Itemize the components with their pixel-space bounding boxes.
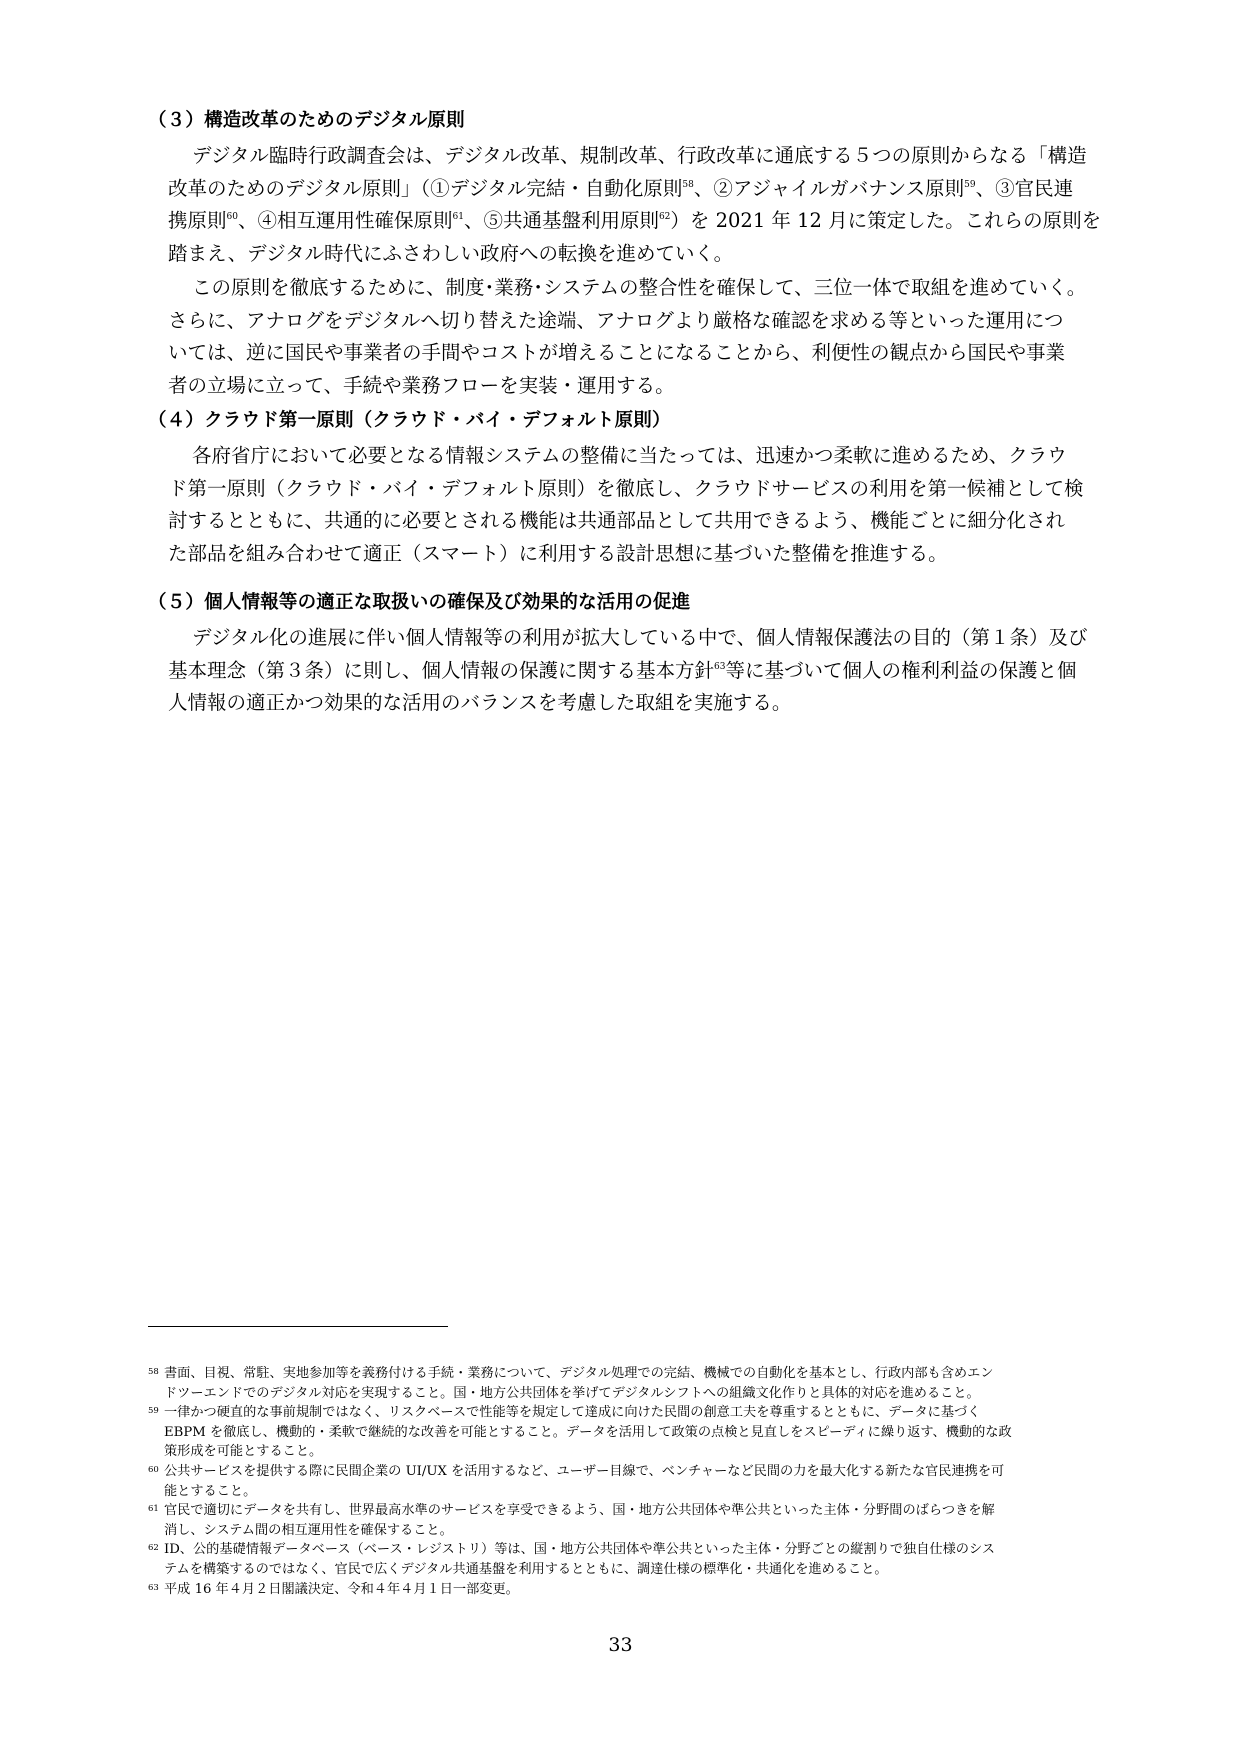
footnote-text: 能とすること。 xyxy=(164,1483,257,1499)
paragraph-text: 各府省庁において必要となる情報システムの整備に当たっては、迅速かつ柔軟に進めるため、クラウ xyxy=(192,444,1067,467)
footnote-number: 60 xyxy=(148,1464,159,1475)
paragraph-text: 等に基づいて個人の権利利益の保護と個 xyxy=(725,658,1077,682)
footnote-number: 63 xyxy=(148,1582,159,1593)
paragraph-text: 者の立場に立って、手続や業務フローを実装・運用する。 xyxy=(168,373,675,397)
section-heading: （３）構造改革のためのデジタル原則 xyxy=(148,110,465,131)
footnote-line xyxy=(148,1580,1128,1600)
footnote-separator xyxy=(148,1326,448,1327)
paragraph-text: デジタル臨時行政調査会は、デジタル改革、規制改革、行政改革に通底する５つの原則からなる「構造 xyxy=(192,144,1087,167)
footnote-line xyxy=(148,1364,1128,1384)
paragraph-text: この原則を徹底するために、制度･業務･システムの整合性を確保して、三位一体で取組を進めていく。 xyxy=(192,276,1087,299)
paragraph-line xyxy=(168,505,1118,538)
footnote-text: テムを構築するのではなく、官民で広くデジタル共通基盤を利用するとともに、調達仕様の標準化・共通化を進めること。 xyxy=(164,1561,888,1577)
footnote-reference[interactable]: 63 xyxy=(714,661,726,672)
paragraph-line xyxy=(168,205,1118,238)
paragraph-text: ド第一原則（クラウド・バイ・デフォルト原則）を徹底し、クラウドサービスの利用を第一候補として検 xyxy=(168,476,1084,500)
footnote-text: EBPM を徹底し、機動的・柔軟で継続的な改善を可能とすること。データを活用して政策の点検と見直しをスピーディに繰り返す、機動的な政 xyxy=(164,1424,1012,1440)
footnote-line xyxy=(148,1540,1128,1560)
footnote-reference[interactable]: 61 xyxy=(452,212,464,223)
paragraph-text: さらに、アナログをデジタルへ切り替えた途端、アナログより厳格な確認を求める等といった運用につ xyxy=(168,308,1064,332)
footnote-line xyxy=(148,1442,1128,1462)
footnote-line xyxy=(148,1423,1128,1443)
body-paragraph xyxy=(168,272,1118,402)
paragraph-line xyxy=(168,655,1118,688)
footnote-reference[interactable]: 62 xyxy=(658,212,671,223)
paragraph-text: 踏まえ、デジタル時代にふさわしい政府への転換を進めていく。 xyxy=(168,241,734,265)
paragraph-line xyxy=(168,140,1118,173)
footnote-number: 58 xyxy=(148,1367,159,1377)
paragraph-text: デジタル化の進展に伴い個人情報等の利用が拡大している中で、個人情報保護法の目的（第１条）及び xyxy=(192,626,1088,649)
footnotes xyxy=(148,1364,1128,1599)
page-number: 33 xyxy=(608,1634,633,1656)
footnote-text: ドツーエンドでのデジタル対応を実現すること。国・地方公共団体を挙げてデジタルシフトへの組織文化作りと具体的対応を進めること。 xyxy=(164,1385,980,1401)
paragraph-text: 、④相互運用性確保原則 xyxy=(237,209,453,233)
footnote-line xyxy=(148,1384,1128,1404)
paragraph-text: いては、逆に国民や事業者の手間やコストが増えることになることから、利便性の観点から国民や事業 xyxy=(168,341,1066,365)
footnote-line xyxy=(148,1501,1128,1521)
footnote-number: 61 xyxy=(148,1504,159,1515)
section-heading: （５）個人情報等の適正な取扱いの確保及び効果的な活用の促進 xyxy=(148,592,691,613)
paragraph-text: た部品を組み合わせて適正（スマート）に利用する設計思想に基づいた整備を推進する。 xyxy=(168,541,948,565)
footnote-text: 公共サービスを提供する際に民間企業の UI/UX を活用するなど、ユーザー目線で、ベンチャーなど民間の力を最大化する新たな官民連携を可 xyxy=(164,1463,1005,1479)
footnote-text: ID、公的基礎情報データベース（ベース・レジストリ）等は、国・地方公共団体や準公共といった主体・分野ごとの縦割りで独自仕様のシス xyxy=(164,1542,995,1558)
paragraph-text: 基本理念（第３条）に則し、個人情報の保護に関する基本方針 xyxy=(168,658,715,682)
paragraph-line xyxy=(168,622,1118,655)
footnote-line xyxy=(148,1403,1128,1423)
paragraph-text: 、②アジャイルガバナンス原則 xyxy=(693,176,965,200)
footnote-text: 官民で適切にデータを共有し、世界最高水準のサービスを享受できるよう、国・地方公共団体や準公共といった主体・分野間のばらつきを解 xyxy=(164,1503,995,1519)
section-heading: （４）クラウド第一原則（クラウド・バイ・デフォルト原則） xyxy=(148,410,671,431)
footnote-reference[interactable]: 59 xyxy=(964,179,976,190)
paragraph-line xyxy=(168,687,1118,720)
footnote-line xyxy=(148,1482,1128,1502)
body-paragraph xyxy=(168,140,1118,270)
footnote-text: 策形成を可能とすること。 xyxy=(164,1444,323,1460)
paragraph-text: 改革のためのデジタル原則」（①デジタル完結・自動化原則 xyxy=(168,176,683,200)
paragraph-text: 人情報の適正かつ効果的な活用のバランスを考慮した取組を実施する。 xyxy=(168,691,792,715)
footnote-line xyxy=(148,1560,1128,1580)
footnote-text: 一律かつ硬直的な事前規制ではなく、リスクベースで性能等を規定して達成に向けた民間の創意工夫を尊重するとともに、データに基づく xyxy=(164,1405,981,1421)
paragraph-line xyxy=(168,337,1118,370)
footnote-text: 書面、目視、常駐、実地参加等を義務付ける手続・業務について、デジタル処理での完結、機械での自動化を基本とし、行政内部も含めエン xyxy=(164,1366,994,1381)
paragraph-line xyxy=(168,238,1118,271)
paragraph-line xyxy=(168,173,1118,206)
footnote-line xyxy=(148,1521,1128,1541)
paragraph-line xyxy=(168,370,1118,403)
paragraph-line xyxy=(168,538,1118,571)
footnote-number: 62 xyxy=(148,1543,159,1554)
footnote-line xyxy=(148,1462,1128,1482)
paragraph-line xyxy=(168,272,1118,305)
footnote-number: 59 xyxy=(148,1406,159,1417)
footnote-reference[interactable]: 60 xyxy=(226,212,238,223)
paragraph-line xyxy=(168,440,1118,473)
footnote-text: 消し、システム間の相互運用性を確保すること。 xyxy=(164,1522,453,1538)
paragraph-line xyxy=(168,473,1118,506)
paragraph-text: 討するとともに、共通的に必要とされる機能は共通部品として共用できるよう、機能ごとに細分化され xyxy=(168,509,1066,533)
footnote-text: 平成 16 年４月２日閣議決定、令和４年４月１日一部変更。 xyxy=(164,1581,519,1597)
paragraph-text: 、⑤共通基盤利用原則 xyxy=(463,209,659,233)
paragraph-line xyxy=(168,305,1118,338)
footnote-reference[interactable]: 58 xyxy=(682,179,694,190)
body-paragraph xyxy=(168,622,1118,720)
paragraph-text: 、③官民連 xyxy=(975,176,1074,200)
paragraph-text: ）を 2021 年 12 月に策定した。これらの原則を xyxy=(670,209,1102,233)
paragraph-text: 携原則 xyxy=(168,209,227,233)
body-paragraph xyxy=(168,440,1118,570)
